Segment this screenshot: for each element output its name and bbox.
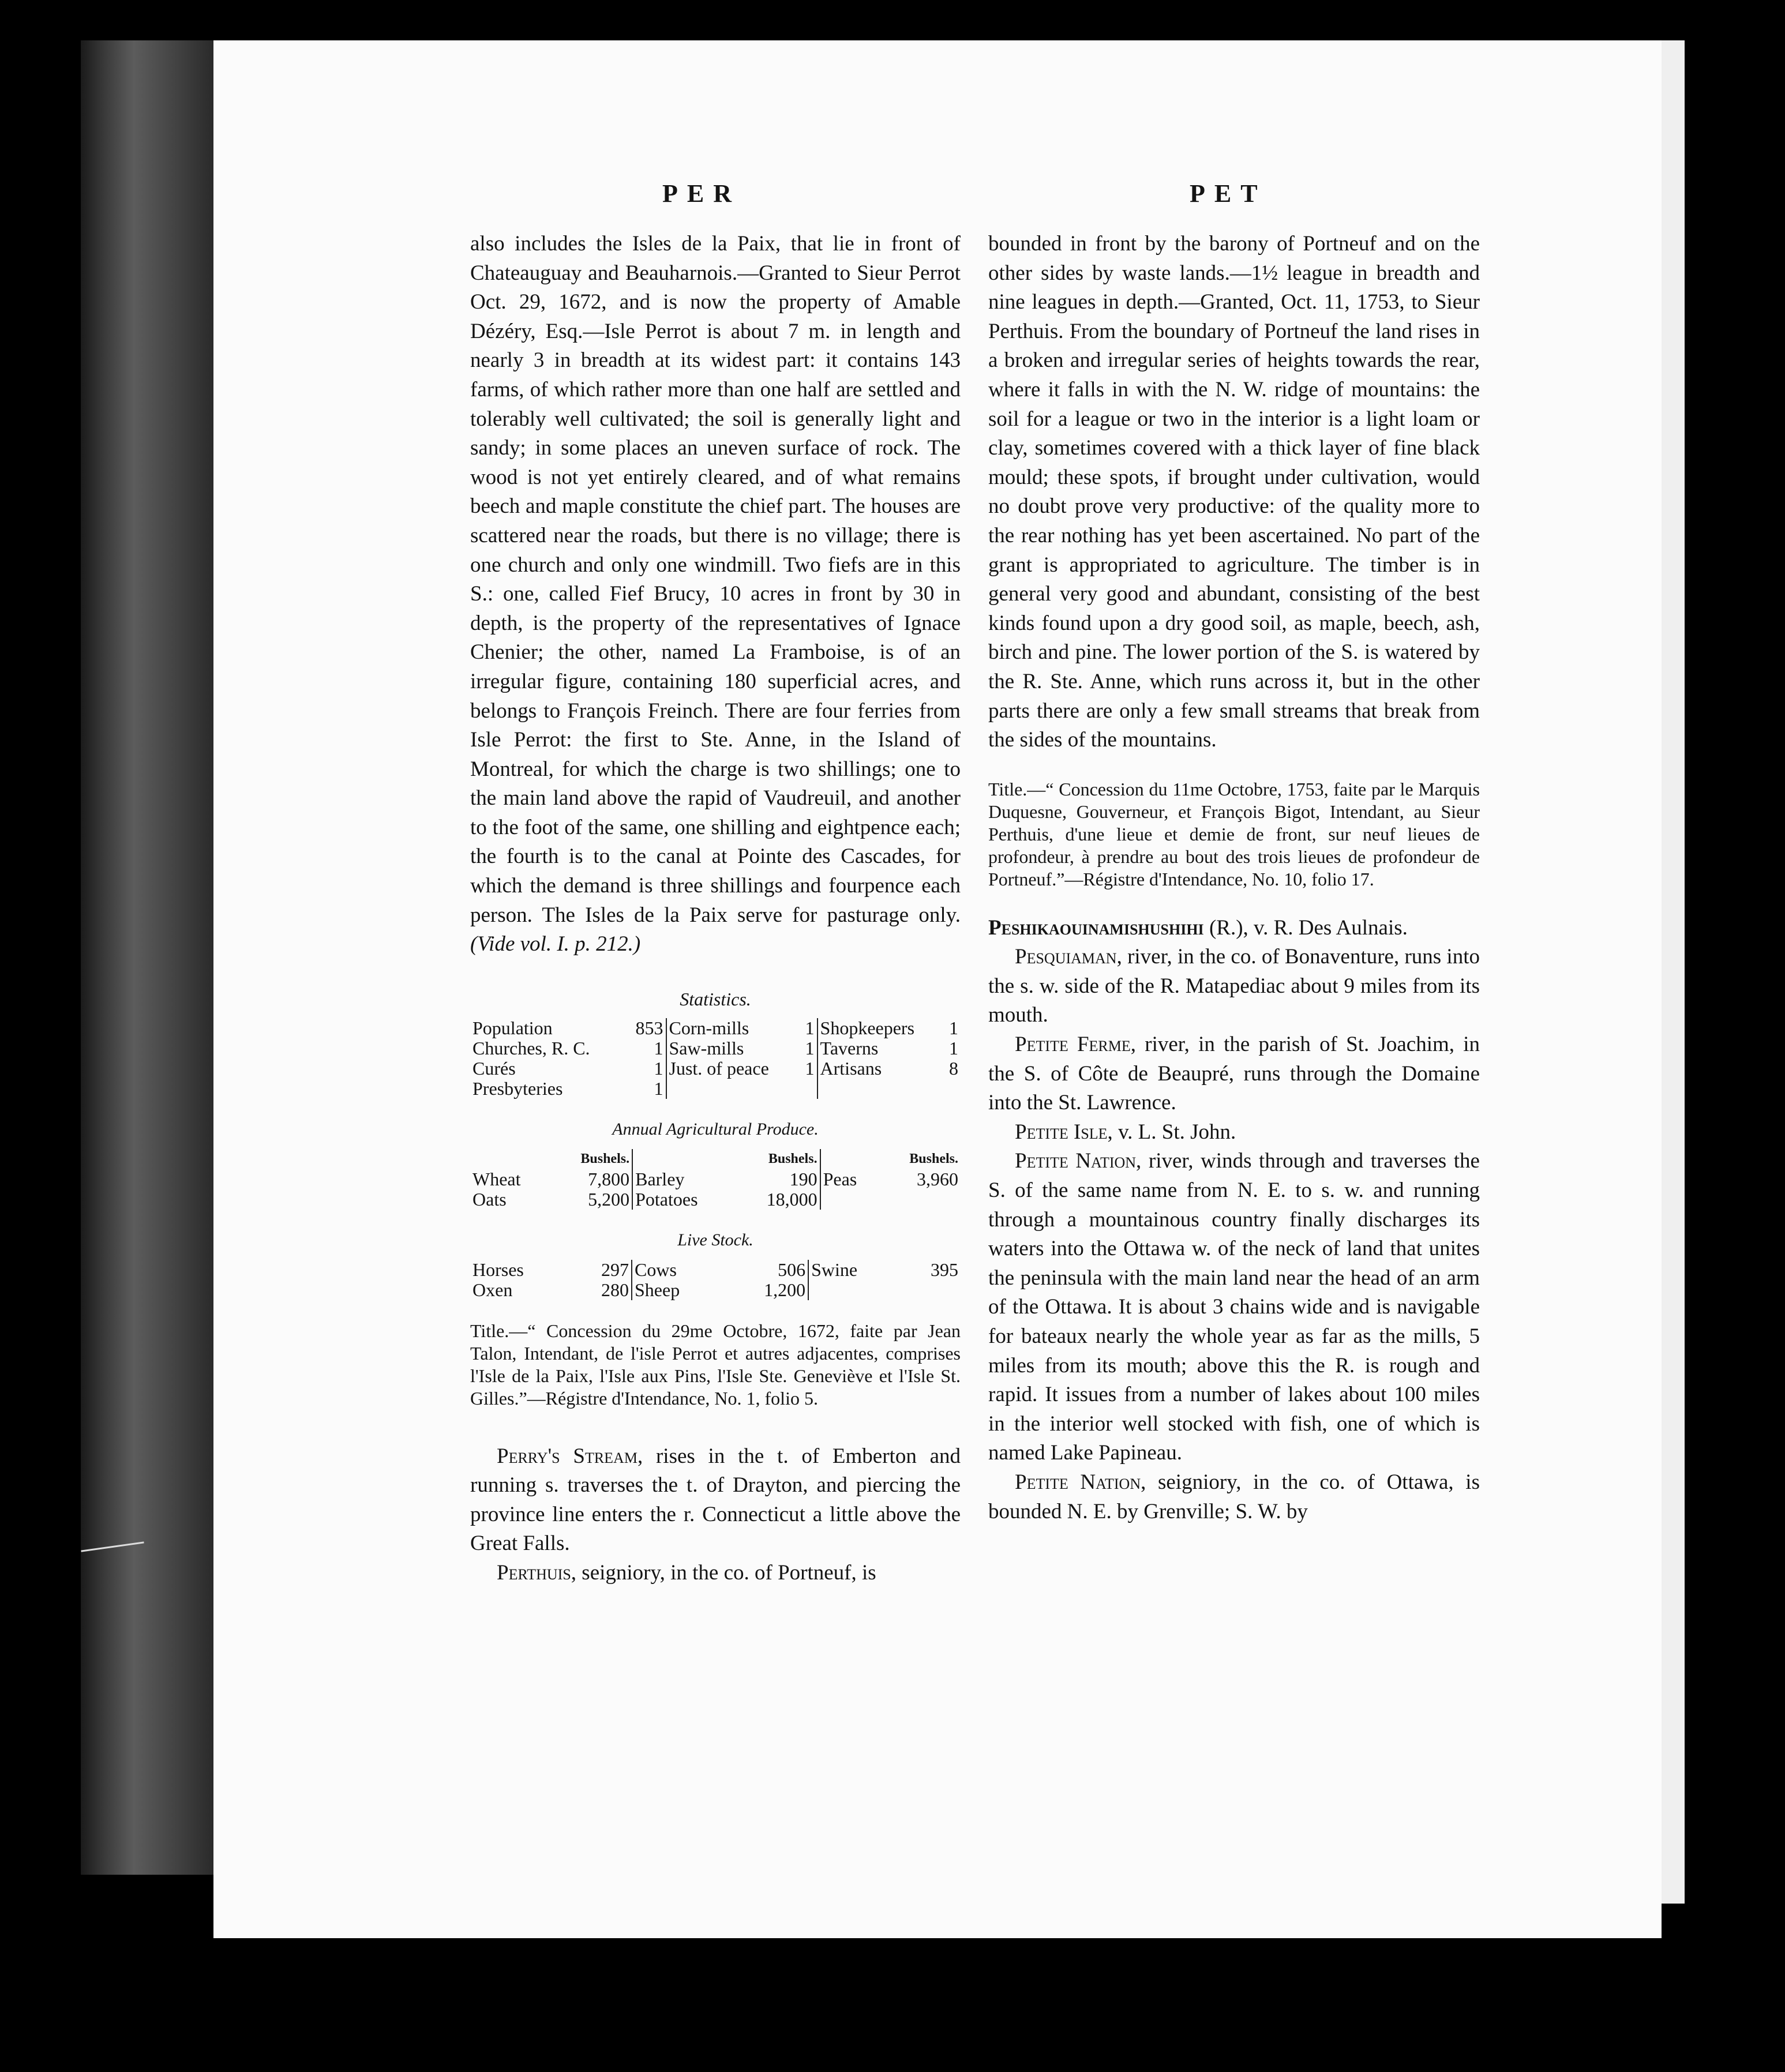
entry-text: river, in the parish of St. Joachim, in the S. of Côte de Beaupré, runs through the Domaine into the St. Lawrence. [988, 1033, 1480, 1115]
live-stock-heading: Live Stock. [677, 1230, 753, 1250]
agricultural-produce-table [470, 1149, 961, 1210]
stat-label: Swine [808, 1260, 902, 1280]
gazetteer-entries [988, 914, 1480, 1526]
stat-label: Saw-mills [666, 1038, 799, 1058]
stat-value: 280 [601, 1279, 629, 1300]
stat-value: 1 [805, 1058, 815, 1079]
stat-value: 297 [601, 1259, 629, 1280]
stat-label: Barley [632, 1169, 735, 1189]
entry-pesquiaman [988, 943, 1480, 1030]
entry-name: Petite Nation, [1015, 1470, 1146, 1494]
stat-value: 18,000 [766, 1189, 817, 1210]
stat-row [470, 1018, 961, 1038]
stat-value: 5,200 [588, 1189, 630, 1210]
stat-label [808, 1280, 902, 1300]
entry-name: Pesquiaman, [1015, 945, 1122, 969]
book-spine-edge [81, 40, 213, 1875]
entry-text: river, winds through and traverses the S. of the same name from N. E. to s. w. and running through a mountainous country finally discharges its waters into the Ottawa w. of the neck of land that unites the peninsula with the main land near the head of an arm of the Ottawa. It is about 3 chains wide and is navigable for bateaux nearly the whole year as far as the mills, 5 miles from its mouth; above this the R. is rough and rapid. It issues from a number of lakes about 100 miles in the interior well stocked with fish, one of which is named Lake Papineau. [988, 1149, 1480, 1465]
stat-label: Churches, R. C. [472, 1038, 590, 1059]
stat-value: 3,960 [917, 1169, 958, 1190]
entry-text: (R.), v. R. Des Aulnais. [1209, 915, 1408, 940]
stat-value: 7,800 [588, 1169, 630, 1190]
entry-petite-isle [988, 1118, 1480, 1147]
stat-value: 1 [654, 1038, 663, 1059]
stat-value: 190 [789, 1169, 817, 1190]
stat-row [470, 1189, 961, 1210]
entry-perrys-stream [470, 1442, 961, 1559]
stat-row [470, 1079, 961, 1099]
stat-label: Artisans [817, 1058, 943, 1079]
entry-petite-nation-seigniory [988, 1468, 1480, 1526]
stat-row [470, 1169, 961, 1189]
stat-label: Peas [820, 1169, 880, 1189]
stat-value: 853 [635, 1018, 663, 1039]
left-running-head: PER [662, 179, 741, 208]
isle-perrot-text: also includes the Isles de la Paix, that lie in front of Chateauguay and Beauharnois.—Granted to Sieur Perrot Oct. 29, 1672, and is now the property of Amable Dézéry, Esq.—Isle Perrot is about 7 m. in length and nearly 3 in breadth at its widest part: it contains 143 farms, of which rather more than one half are settled and tolerably well cultivated; the soil is generally light and sandy; in some places an uneven surface of rock. The wood is not yet entirely cleared, and of what remains beech and maple constitute the chief part. The houses are scattered near the roads, but there is no village; there is one church and only one windmill. Two fiefs are in this S.: one, called Fief Brucy, 10 acres in front by 30 in depth, is the property of the representatives of Ignace Chenier; the other, named La Framboise, is of an irregular figure, containing 180 superficial acres, and belongs to François Freinch. There are four ferries from Isle Perrot: the first to Ste. Anne, in the Island of Montreal, for which the charge is two shillings; one to the main land above the rapid of Vaudreuil, and another to the foot of the same, one shilling and eightpence each; the fourth is to the canal at Pointe des Cascades, for which the demand is three shillings and fourpence each person. The Isles de la Paix serve for pasturage only. [470, 232, 961, 927]
stat-label: Cows [632, 1260, 723, 1280]
stat-value: 1 [949, 1018, 958, 1039]
entry-petite-ferme [988, 1030, 1480, 1118]
stat-row [470, 1280, 961, 1300]
entry-text: seigniory, in the co. of Ottawa, is bounded N. E. by Grenville; S. W. by [988, 1470, 1480, 1523]
stat-label: Sheep [632, 1280, 723, 1300]
perthuis-continued-paragraph: bounded in front by the barony of Portneuf and on the other sides by waste lands.—1½ league in breadth and nine leagues in depth.—Granted, Oct. 11, 1753, to Sieur Perthuis. From the boundary of Portneuf the land rises in a broken and irregular series of heights towards the rear, where it falls in with the N. W. ridge of mountains: the soil for a league or two in the interior is a light loam or clay, sometimes covered with a thick layer of fine black mould; these spots, if brought under cultivation, would no doubt prove very productive: of the quality more to the rear nothing has yet been ascertained. No part of the grant is appropriated to agriculture. The timber is in general very good and abundant, consisting of the best kinds found upon a dry good soil, as maple, beech, ash, birch and pine. The lower portion of the S. is watered by the R. Ste. Anne, which runs across it, but in the other parts there are only a few small streams that break from the sides of the mountains. [988, 232, 1480, 752]
unit-header: Bushels. [768, 1151, 817, 1167]
agricultural-produce-heading: Annual Agricultural Produce. [612, 1120, 819, 1139]
isle-perrot-paragraph [470, 230, 961, 959]
stat-label: Curés [472, 1058, 516, 1079]
entry-name: Peshikaouinamishushihi [988, 915, 1204, 940]
stat-label: Shopkeepers [817, 1018, 943, 1038]
stat-value: 1,200 [764, 1279, 806, 1300]
stat-label: Corn-mills [666, 1018, 799, 1038]
entry-text: seigniory, in the co. of Portneuf, is [582, 1561, 876, 1585]
left-column [470, 230, 961, 1588]
stat-value: 1 [805, 1018, 815, 1039]
entry-name: Perthuis, [497, 1561, 577, 1585]
stat-value: 1 [654, 1058, 663, 1079]
stat-value: 1 [654, 1078, 663, 1099]
entry-name: Perry's Stream, [497, 1444, 643, 1468]
statistics-table [470, 1018, 961, 1099]
entry-name: Petite Isle, [1015, 1120, 1113, 1144]
entry-perthuis [470, 1559, 961, 1588]
right-running-head: PET [1190, 179, 1267, 208]
stat-label: Presbyteries [472, 1078, 563, 1099]
unit-header: Bushels. [580, 1151, 630, 1167]
next-page-edge [1662, 40, 1685, 1904]
stat-label: Oxen [472, 1279, 513, 1300]
stat-value: 1 [949, 1038, 958, 1059]
volume-reference: (Vide vol. I. p. 212.) [470, 932, 641, 956]
stat-label: Potatoes [632, 1189, 735, 1210]
isle-perrot-title-note: Title.—“ Concession du 29me Octobre, 1672, faite par Jean Talon, Intendant, de l'isle Perrot et autres adjacentes, comprises l'Isle de la Paix, l'Isle aux Pins, l'Isle Ste. Geneviève et l'Isle St. Gilles.”—Régistre d'Intendance, No. 1, folio 5. [470, 1320, 961, 1409]
stat-label: Horses [472, 1259, 524, 1280]
entry-text: rises in the t. of Emberton and running s. traverses the t. of Drayton, and piercing the province line enters the r. Connecticut a little above the Great Falls. [470, 1444, 961, 1556]
stat-value [799, 1079, 817, 1099]
stat-value: 506 [778, 1259, 806, 1280]
entry-peshikaouinamishushihi [988, 914, 1480, 943]
stat-row [470, 1038, 961, 1058]
stat-label: Wheat [472, 1169, 521, 1190]
entry-text: river, in the co. of Bonaventure, runs into the s. w. side of the R. Matapediac about 9 miles from its mouth. [988, 945, 1480, 1027]
stat-row [470, 1260, 961, 1280]
stat-row [470, 1058, 961, 1079]
entry-name: Petite Nation, [1015, 1149, 1142, 1173]
stat-label: Just. of peace [666, 1058, 799, 1079]
stat-value [943, 1079, 961, 1099]
stat-label: Oats [472, 1189, 507, 1210]
perthuis-title-note: Title.—“ Concession du 11me Octobre, 1753, faite par le Marquis Duquesne, Gouverneur, et François Bigot, Intendant, au Sieur Perthuis, d'une lieue et demie de front, sur neuf lieues de profondeur, à prendre au bout des trois lieues de profondeur de Portneuf.”—Régistre d'Intendance, No. 10, folio 17. [988, 778, 1480, 889]
stat-label [666, 1079, 799, 1099]
entry-text: v. L. St. John. [1118, 1120, 1236, 1144]
stat-value: 1 [805, 1038, 815, 1059]
statistics-heading: Statistics. [680, 988, 751, 1009]
unit-header: Bushels. [909, 1151, 958, 1167]
live-stock-table [470, 1260, 961, 1300]
stat-value: 395 [931, 1259, 958, 1280]
stat-label [820, 1189, 880, 1210]
stat-label [817, 1079, 943, 1099]
entry-petite-nation-river [988, 1147, 1480, 1468]
stat-value: 8 [949, 1058, 958, 1079]
stat-value [902, 1280, 961, 1300]
stat-value [879, 1189, 961, 1210]
stat-label: Taverns [817, 1038, 943, 1058]
right-column [988, 230, 1480, 1526]
stat-label: Population [472, 1018, 553, 1039]
entry-name: Petite Ferme, [1015, 1033, 1137, 1057]
